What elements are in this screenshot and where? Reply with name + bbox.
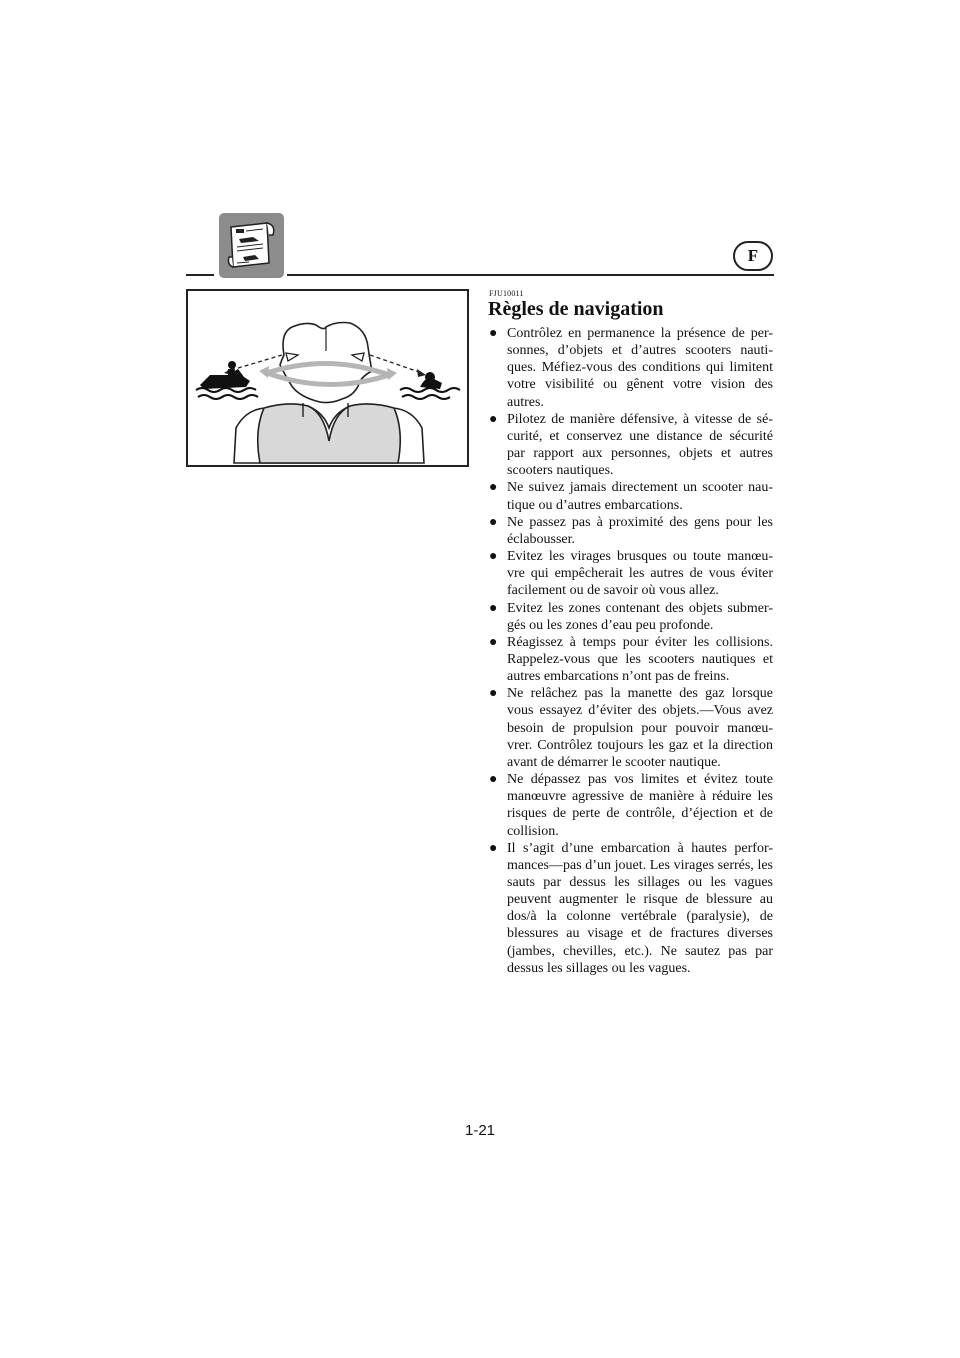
rule-item <box>489 514 773 548</box>
bullet-icon: ● <box>489 514 498 530</box>
rule-item <box>489 548 773 599</box>
bullet-icon: ● <box>489 686 498 702</box>
rule-item <box>489 325 773 411</box>
page-number: 1-21 <box>464 1122 496 1139</box>
rule-text: Ne relâchez pas la manette des gaz lorsque vous essayez d’éviter des objets.—Vous avez besoin de propulsion pour pouvoir manœu-vrer. Contrôlez toujours les gaz et la direction avant de démarrer le scooter nautique. <box>507 686 773 770</box>
rule-item <box>489 600 773 634</box>
rule-text: Contrôlez en permanence la présence de per-sonnes, d’objets et d’autres scooters nauti-ques. Méfiez-vous des conditions qui limitent votre visibilité ou gênent votre vision des autres. <box>507 326 773 410</box>
language-badge: F <box>733 241 773 271</box>
header-rule-left <box>186 274 214 276</box>
reference-code: FJU10011 <box>489 289 524 298</box>
rule-text: Pilotez de manière défensive, à vitesse de sé-curité, et conservez une distance de sécurité par rapport aux personnes, objets et autres scooters nautiques. <box>507 411 773 479</box>
rule-text: Evitez les zones contenant des objets submer-gés ou les zones d’eau peu profonde. <box>507 600 773 633</box>
rule-text: Il s’agit d’une embarcation à hautes perfor-mances—pas d’un jouet. Les virages serrés, les sauts par dessus les sillages ou les vagues peuvent augmenter le risque de blessure au dos/à la colonne vertébrale (paralysie), de blessures au visage et de fractures diverses (jambes, chevilles, etc.). Ne sautez pas par dessus les sillages ou les vagues. <box>507 840 773 976</box>
bullet-icon: ● <box>489 549 498 565</box>
bullet-icon: ● <box>489 326 498 341</box>
rule-item <box>489 479 773 513</box>
rule-item <box>489 634 773 685</box>
rule-text: Réagissez à temps pour éviter les collisions. Rappelez-vous que les scooters nautiques et autres embarcations n’ont pas de freins. <box>507 634 773 685</box>
bullet-icon: ● <box>489 411 498 427</box>
header-rule-right <box>287 274 774 276</box>
rule-text: Ne dépassez pas vos limites et évitez toute manœuvre agressive de manière à réduire les risques de perte de contrôle, d’éjection et de collision. <box>507 772 773 839</box>
section-title: Règles de navigation <box>488 298 664 320</box>
rule-item <box>489 840 773 977</box>
rule-text: Ne passez pas à proximité des gens pour les éclabousser. <box>507 514 773 547</box>
safety-manual-icon <box>219 213 284 278</box>
bullet-icon: ● <box>489 634 498 650</box>
field-of-view-illustration <box>186 289 469 467</box>
rule-item <box>489 411 773 480</box>
bullet-icon: ● <box>489 600 498 616</box>
bullet-icon: ● <box>489 480 498 496</box>
rule-item <box>489 771 773 840</box>
bullet-icon: ● <box>489 772 498 788</box>
rule-text: Ne suivez jamais directement un scooter nau-tique ou d’autres embarcations. <box>507 480 773 513</box>
rule-item <box>489 685 773 771</box>
rule-text: Evitez les virages brusques ou toute manœu-vre qui empêcherait les autres de vous éviter facilement ou de savoir où vous allez. <box>507 549 773 599</box>
navigation-rules-list <box>489 325 773 977</box>
bullet-icon: ● <box>489 840 498 856</box>
